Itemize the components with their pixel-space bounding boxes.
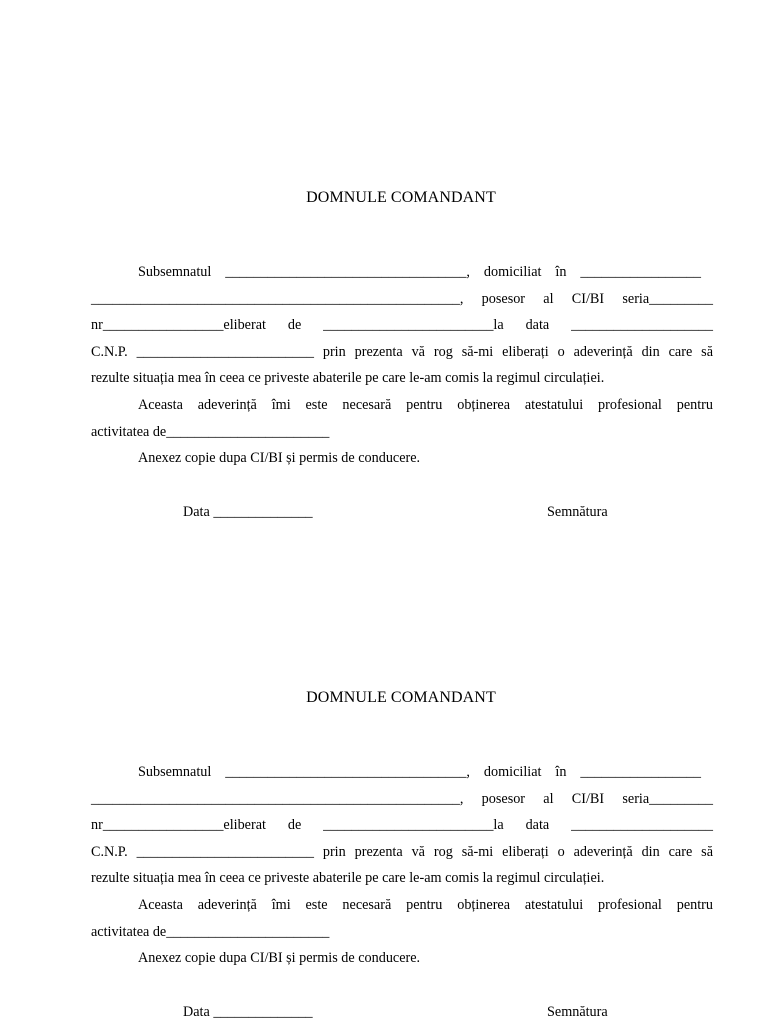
- form-title: DOMNULE COMANDANT: [306, 189, 496, 206]
- form-line-situation: rezulte situația mea în ceea ce priveste abaterile pe care le-am comis la regimul circulației.: [91, 370, 605, 386]
- form-line-attachments: Anexez copie dupa CI/BI și permis de conducere.: [138, 950, 421, 966]
- form-line-address-id: ____________________________________________________, posesor al CI/BI seria_________: [91, 291, 713, 307]
- form-line-situation: rezulte situația mea în ceea ce priveste abaterile pe care le-am comis la regimul circulației.: [91, 870, 605, 886]
- signature-label: Semnătura: [547, 1004, 608, 1020]
- form-line-applicant: Subsemnatul __________________________________, domiciliat în _________________: [138, 264, 701, 280]
- form-line-cnp: C.N.P. _________________________ prin prezenta vă rog să-mi eliberați o adeverință din care să: [91, 344, 713, 360]
- form-line-purpose: Aceasta adeverință îmi este necesară pentru obținerea atestatului profesional pentru: [138, 397, 713, 413]
- form-line-activity: activitatea de_______________________: [91, 924, 330, 940]
- form-line-activity: activitatea de_______________________: [91, 424, 330, 440]
- form-line-cnp: C.N.P. _________________________ prin prezenta vă rog să-mi eliberați o adeverință din care să: [91, 844, 713, 860]
- date-field: Data ______________: [183, 504, 313, 520]
- signature-label: Semnătura: [547, 504, 608, 520]
- form-line-purpose: Aceasta adeverință îmi este necesară pentru obținerea atestatului profesional pentru: [138, 897, 713, 913]
- form-title: DOMNULE COMANDANT: [306, 689, 496, 706]
- form-line-issued: nr_________________eliberat de ________________________la data ____________________: [91, 317, 713, 333]
- form-line-address-id: ____________________________________________________, posesor al CI/BI seria_________: [91, 791, 713, 807]
- form-line-issued: nr_________________eliberat de ________________________la data ____________________: [91, 817, 713, 833]
- form-line-applicant: Subsemnatul __________________________________, domiciliat în _________________: [138, 764, 701, 780]
- date-field: Data ______________: [183, 1004, 313, 1020]
- form-line-attachments: Anexez copie dupa CI/BI și permis de conducere.: [138, 450, 421, 466]
